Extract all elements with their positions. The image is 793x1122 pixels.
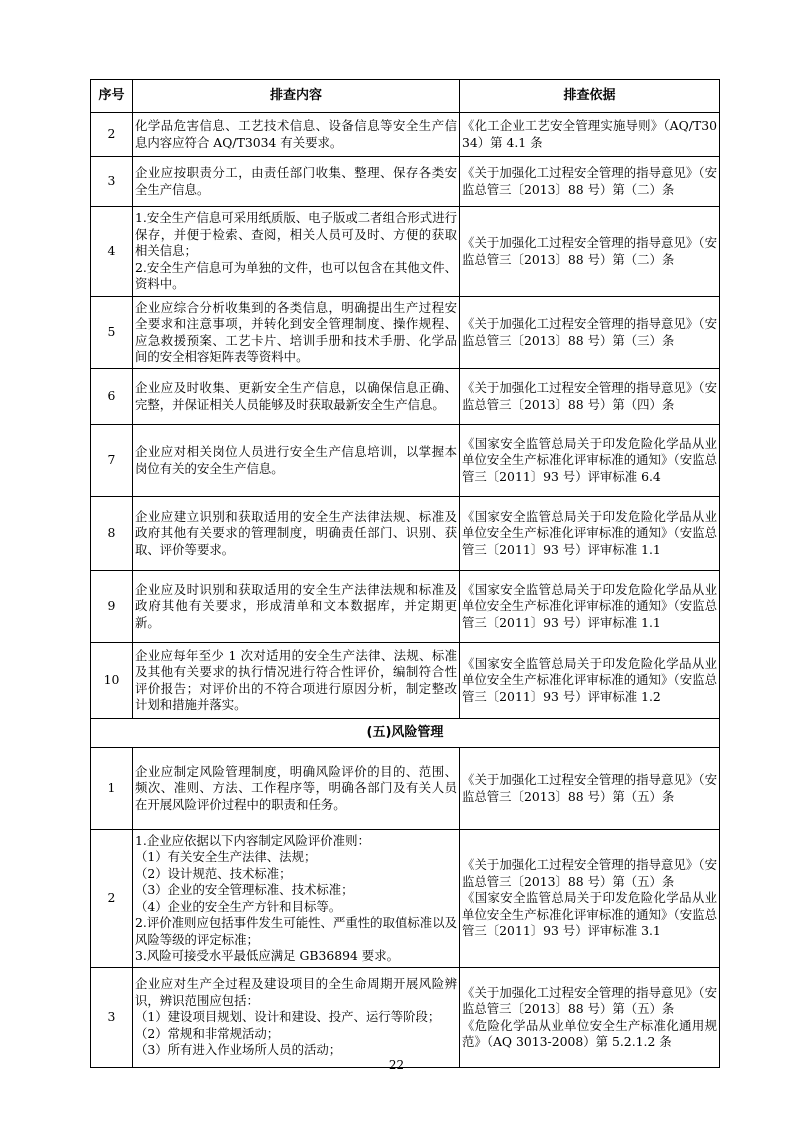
row-content xyxy=(133,369,460,425)
content-line: 企业应每年至少 1 次对适用的安全生产法律、法规、标准及其他有关要求的执行情况进行符合性评价，编制符合性评价报告；对评价出的不符合项进行原因分析，制定整改计划和措施并落实。 xyxy=(135,647,457,712)
row-content xyxy=(133,425,460,497)
content-line: （3）企业的安全管理标准、技术标准； xyxy=(135,882,354,897)
table-row xyxy=(91,157,720,207)
row-basis xyxy=(460,207,720,297)
basis-line: 《国家安全监管总局关于印发危险化学品从业单位安全生产标准化评审标准的通知》（安监总管三〔2011〕93 号）评审标准 1.1 xyxy=(462,508,717,557)
row-number: 3 xyxy=(91,968,133,1068)
row-content xyxy=(133,297,460,369)
header-basis: 排查依据 xyxy=(460,80,720,113)
header-content: 排查内容 xyxy=(133,80,460,113)
basis-line: 《危险化学品从业单位安全生产标准化通用规范》（AQ 3013-2008）第 5.2.1.2 条 xyxy=(462,1017,717,1049)
table-row xyxy=(91,830,720,968)
row-basis xyxy=(460,571,720,643)
row-basis xyxy=(460,297,720,369)
content-line: 企业应及时收集、更新安全生产信息，以确保信息正确、完整，并保证相关人员能够及时获取最新安全生产信息。 xyxy=(135,380,457,412)
row-content xyxy=(133,830,460,968)
header-number: 序号 xyxy=(91,80,133,113)
row-content xyxy=(133,157,460,207)
basis-line: 《国家安全监管总局关于印发危险化学品从业单位安全生产标准化评审标准的通知》（安监总管三〔2011〕93 号）评审标准 1.2 xyxy=(462,655,717,704)
table-row xyxy=(91,497,720,571)
table-row xyxy=(91,643,720,719)
row-basis xyxy=(460,830,720,968)
content-line: （1）有关安全生产法律、法规； xyxy=(135,849,317,864)
row-number: 2 xyxy=(91,113,133,157)
table-body-info xyxy=(91,113,720,719)
basis-line: 《国家安全监管总局关于印发危险化学品从业单位安全生产标准化评审标准的通知》（安监总管三〔2011〕93 号）评审标准 6.4 xyxy=(462,435,717,484)
table-section xyxy=(91,719,720,748)
content-line: 企业应对相关岗位人员进行安全生产信息培训，以掌握本岗位有关的安全生产信息。 xyxy=(135,444,457,476)
table-row xyxy=(91,369,720,425)
check-table-container xyxy=(90,79,719,1068)
basis-line: 《关于加强化工过程安全管理的指导意见》（安监总管三〔2013〕88 号）第（二）条 xyxy=(462,235,717,267)
content-line: 1.企业应依据以下内容制定风险评价准则： xyxy=(135,832,370,848)
table-row xyxy=(91,297,720,369)
check-table xyxy=(90,79,720,1068)
basis-line: 《关于加强化工过程安全管理的指导意见》（安监总管三〔2013〕88 号）第（五）条 xyxy=(462,984,717,1016)
basis-line: 《国家安全监管总局关于印发危险化学品从业单位安全生产标准化评审标准的通知》（安监总管三〔2011〕93 号）评审标准 1.1 xyxy=(462,581,717,630)
table-row xyxy=(91,571,720,643)
content-line: 企业应按职责分工，由责任部门收集、整理、保存各类安全生产信息。 xyxy=(135,165,457,197)
content-line: 化学品危害信息、工艺技术信息、设备信息等安全生产信息内容应符合 AQ/T3034 有关要求。 xyxy=(135,118,457,150)
basis-line: 《国家安全监管总局关于印发危险化学品从业单位安全生产标准化评审标准的通知》（安监总管三〔2011〕93 号）评审标准 3.1 xyxy=(462,890,717,939)
table-row xyxy=(91,748,720,830)
content-line: （4）企业的安全生产方针和目标等。 xyxy=(135,898,342,914)
row-number: 3 xyxy=(91,157,133,207)
row-basis xyxy=(460,968,720,1068)
table-header-row xyxy=(91,80,720,113)
content-line: 1.安全生产信息可采用纸质版、电子版或二者组合形式进行保存，并便于检索、查阅，相关人员可及时、方便的获取相关信息； xyxy=(135,210,457,259)
row-content xyxy=(133,643,460,719)
row-number: 4 xyxy=(91,207,133,297)
row-number: 7 xyxy=(91,425,133,497)
row-content xyxy=(133,571,460,643)
row-basis xyxy=(460,748,720,830)
row-basis xyxy=(460,157,720,207)
content-line: 2.安全生产信息可为单独的文件，也可以包含在其他文件、资料中。 xyxy=(135,259,457,292)
row-content xyxy=(133,207,460,297)
content-line: 企业应建立识别和获取适用的安全生产法律法规、标准及政府其他有关要求的管理制度，明确责任部门、识别、获取、评价等要求。 xyxy=(135,508,457,557)
row-number: 5 xyxy=(91,297,133,369)
row-number: 10 xyxy=(91,643,133,719)
table-row xyxy=(91,113,720,157)
basis-line: 《关于加强化工过程安全管理的指导意见》（安监总管三〔2013〕88 号）第（四）条 xyxy=(462,380,717,412)
basis-line: 《关于加强化工过程安全管理的指导意见》（安监总管三〔2013〕88 号）第（五）条 xyxy=(462,772,717,804)
basis-line: 《化工企业工艺安全管理实施导则》（AQ/T3034）第 4.1 条 xyxy=(462,118,717,150)
basis-line: 《关于加强化工过程安全管理的指导意见》（安监总管三〔2013〕88 号）第（五）条 xyxy=(462,857,717,889)
section-title: (五)风险管理 xyxy=(91,719,720,748)
row-number: 6 xyxy=(91,369,133,425)
row-content xyxy=(133,113,460,157)
content-line: 2.评价准则应包括事件发生可能性、严重性的取值标准以及风险等级的评定标准； xyxy=(135,915,457,947)
content-line: 3.风险可接受水平最低应满足 GB36894 要求。 xyxy=(135,948,399,963)
content-line: 企业应对生产全过程及建设项目的全生命周期开展风险辨识，辨识范围应包括： xyxy=(135,976,457,1008)
content-line: 企业应制定风险管理制度，明确风险评价的目的、范围、频次、准则、方法、工作程序等，明确各部门及有关人员在开展风险评价过程中的职责和任务。 xyxy=(135,763,457,812)
section-row xyxy=(91,719,720,748)
row-number: 8 xyxy=(91,497,133,571)
content-line: 企业应综合分析收集到的各类信息，明确提出生产过程安全要求和注意事项，并转化到安全管理制度、操作规程、应急救援预案、工艺卡片、培训手册和技术手册、化学品间的安全相容矩阵表等资料中。 xyxy=(135,299,457,364)
row-number: 1 xyxy=(91,748,133,830)
row-basis xyxy=(460,113,720,157)
row-basis xyxy=(460,369,720,425)
table-body-risk xyxy=(91,748,720,1068)
content-line: （2）设计规范、技术标准； xyxy=(135,865,292,881)
table-row xyxy=(91,207,720,297)
basis-line: 《关于加强化工过程安全管理的指导意见》（安监总管三〔2013〕88 号）第（三）条 xyxy=(462,316,717,348)
row-number: 9 xyxy=(91,571,133,643)
table-row xyxy=(91,425,720,497)
content-line: （1）建设项目规划、设计和建设、投产、运行等阶段； xyxy=(135,1009,441,1025)
row-content xyxy=(133,497,460,571)
row-number: 2 xyxy=(91,830,133,968)
content-line: （2）常规和非常规活动； xyxy=(135,1025,280,1041)
row-basis xyxy=(460,497,720,571)
table-row xyxy=(91,968,720,1068)
row-content xyxy=(133,748,460,830)
row-basis xyxy=(460,643,720,719)
content-line: （3）所有进入作业场所人员的活动； xyxy=(135,1042,342,1058)
page-number: 22 xyxy=(388,1058,405,1072)
basis-line: 《关于加强化工过程安全管理的指导意见》（安监总管三〔2013〕88 号）第（二）条 xyxy=(462,165,717,197)
row-content xyxy=(133,968,460,1068)
row-basis xyxy=(460,425,720,497)
content-line: 企业应及时识别和获取适用的安全生产法律法规和标准及政府其他有关要求，形成清单和文本数据库，并定期更新。 xyxy=(135,581,457,630)
